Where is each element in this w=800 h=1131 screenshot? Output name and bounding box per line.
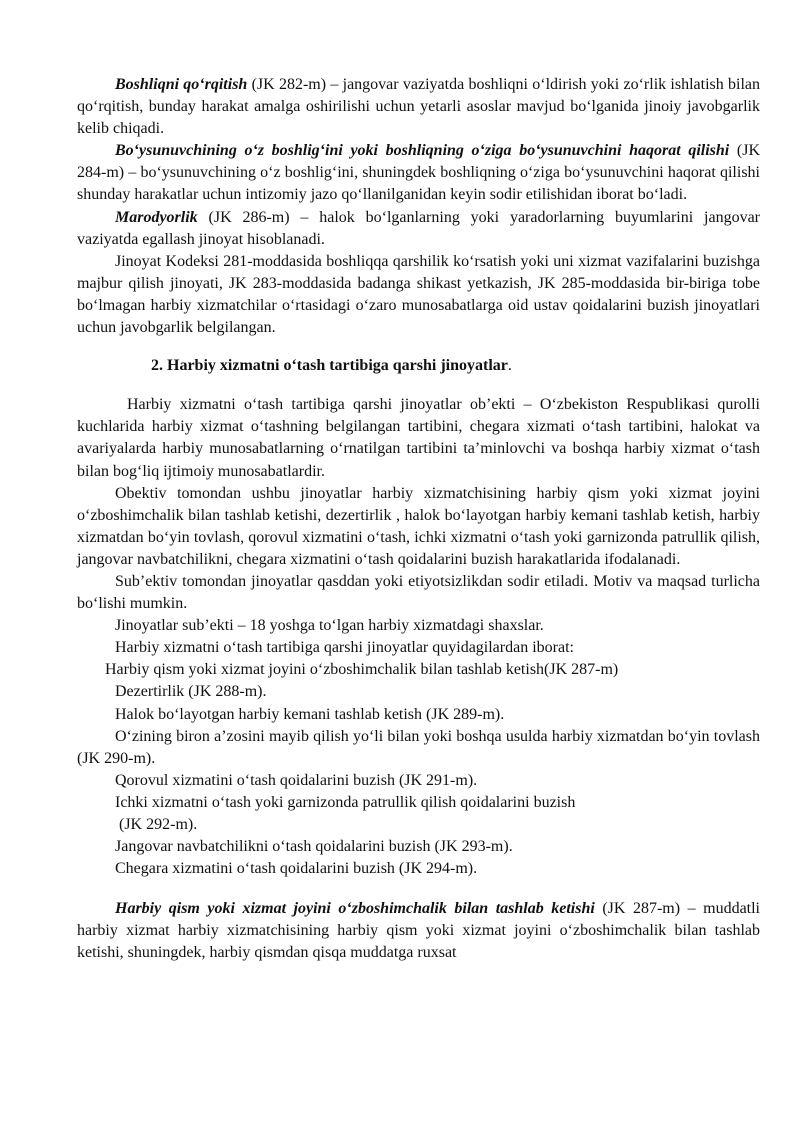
crimes-list	[77, 659, 760, 880]
spacer	[77, 880, 760, 898]
paragraph-text: (JK 284-m) – bo‘ysunuvchining o‘z boshlig‘ini, shuningdek boshliqning o‘ziga bo‘ysunuvchini haqorat qilishi shunday harakatlar uchun intizomiy jazo qo‘llanilganidan keyin sodir etilishidan iborat bo‘ladi.	[77, 142, 760, 204]
term-insult: Bo‘ysunuvchining o‘z boshlig‘ini yoki boshliqning o‘ziga bo‘ysunuvchini haqorat qilishi	[115, 142, 730, 160]
paragraph-list-intro: Harbiy xizmatni o‘tash tartibiga qarshi jinoyatlar quyidagilardan iborat:	[115, 639, 574, 657]
paragraph-text: (JK 287-m) – muddatli harbiy xizmat harbiy xizmatchisining harbiy qism yoki xizmat joyini o‘zboshimchalik bilan tashlab ketishi, shuningdek, harbiy qismdan qisqa muddatga ruxsat	[77, 900, 761, 962]
list-item: Qorovul xizmatini o‘tash qoidalarini buzish (JK 291-m).	[115, 771, 478, 789]
paragraph-criminal-code-articles: Jinoyat Kodeksi 281-moddasida boshliqqa qarshilik ko‘rsatish yoki uni xizmat vazifalarini buzishga majbur qilish jinoyati, JK 283-moddasida badanga shikast yetkazish, JK 285-moddasida bir-biriga tobe bo‘lmagan harbiy xizmatchilar o‘rtasidagi o‘zaro munosabatlarga oid ustav qoidalarini buzish jinoyatlari uchun javobgarlik belgilangan.	[77, 252, 760, 337]
paragraph-insult	[77, 140, 760, 206]
list-item: Chegara xizmatini o‘tash qoidalarini buzish (JK 294-m).	[115, 860, 478, 878]
section-heading-text: 2. Harbiy xizmatni o‘tash tartibiga qarshi jinoyatlar	[151, 357, 508, 375]
paragraph-objective-side: Obektiv tomondan ushbu jinoyatlar harbiy xizmatchisining harbiy qism yoki xizmat joyini o‘zboshimchalik bilan tashlab ketishi, dezertirlik , halok bo‘layotgan harbiy kemani tashlab ketish, harbiy xizmatdan bo‘yin tovlash, qorovul xizmatini o‘tash, ichki xizmatni o‘tash yoki garnizonda patrullik qilish, jangovar navbatchilikni, chegara xizmatini o‘tash qoidalarini buzish harakatlarida ifodalanadi.	[77, 484, 760, 568]
paragraph-threatening-superior	[77, 74, 760, 140]
paragraph-object: Harbiy xizmatni o‘tash tartibiga qarshi jinoyatlar ob’ekti – O‘zbekiston Respublikasi qurolli kuchlarida harbiy xizmat o‘tashning belgilangan tartibini, chegara xizmati o‘tash tartibini, halokat va avariyalarda harbiy munosabatlarning o‘rnatilgan tartibini ta’minlovchi va boshqa harbiy xizmat o‘tash bilan bog‘liq ijtimoiy munosabatlardir.	[77, 396, 760, 480]
list-item: Halok bo‘layotgan harbiy kemani tashlab ketish (JK 289-m).	[115, 705, 505, 723]
paragraph-text: (JK 282-m) – jangovar vaziyatda boshliqni o‘ldirish yoki zo‘rlik ishlatish bilan qo‘rqitish, bunday harakat amalga oshirilishi uchun yetarli asoslar mavjud bo‘lganida jinoiy javobgarlik kelib chiqadi.	[77, 76, 761, 138]
paragraph-leaving-unit	[77, 898, 760, 964]
list-item: O‘zining biron a’zosini mayib qilish yo‘li bilan yoki boshqa usulda harbiy xizmatdan bo‘yin tovlash (JK 290-m).	[77, 727, 760, 767]
paragraph-text: (JK 286-m) – halok bo‘lganlarning yoki yaradorlarning buyumlarini jangovar vaziyatda egallash jinoyat hisoblanadi.	[77, 208, 760, 248]
paragraph-subject: Jinoyatlar sub’ekti – 18 yoshga to‘lgan harbiy xizmatdagi shaxslar.	[115, 617, 544, 635]
list-item: Jangovar navbatchilikni o‘tash qoidalarini buzish (JK 293-m).	[115, 838, 513, 856]
list-item: Ichki xizmatni o‘tash yoki garnizonda patrullik qilish qoidalarini buzish	[115, 793, 576, 811]
term-marauding: Marodyorlik	[115, 208, 198, 226]
list-item: (JK 292-m).	[115, 816, 198, 833]
paragraph-marauding	[77, 207, 760, 251]
paragraph-subjective-side: Sub’ektiv tomondan jinoyatlar qasddan yoki etiyotsizlikdan sodir etiladi. Motiv va maqsad turlicha bo‘lishi mumkin.	[77, 572, 760, 613]
section-heading-period: .	[507, 357, 512, 375]
section-heading	[77, 355, 760, 377]
list-item: Dezertirlik (JK 288-m).	[115, 683, 267, 701]
term-leaving-unit: Harbiy qism yoki xizmat joyini o‘zboshimchalik bilan tashlab ketishi	[115, 900, 595, 918]
term-threatening-superior: Boshliqni qo‘rqitish	[115, 76, 248, 93]
list-item: Harbiy qism yoki xizmat joyini o‘zboshimchalik bilan tashlab ketish(JK 287-m)	[105, 661, 619, 679]
